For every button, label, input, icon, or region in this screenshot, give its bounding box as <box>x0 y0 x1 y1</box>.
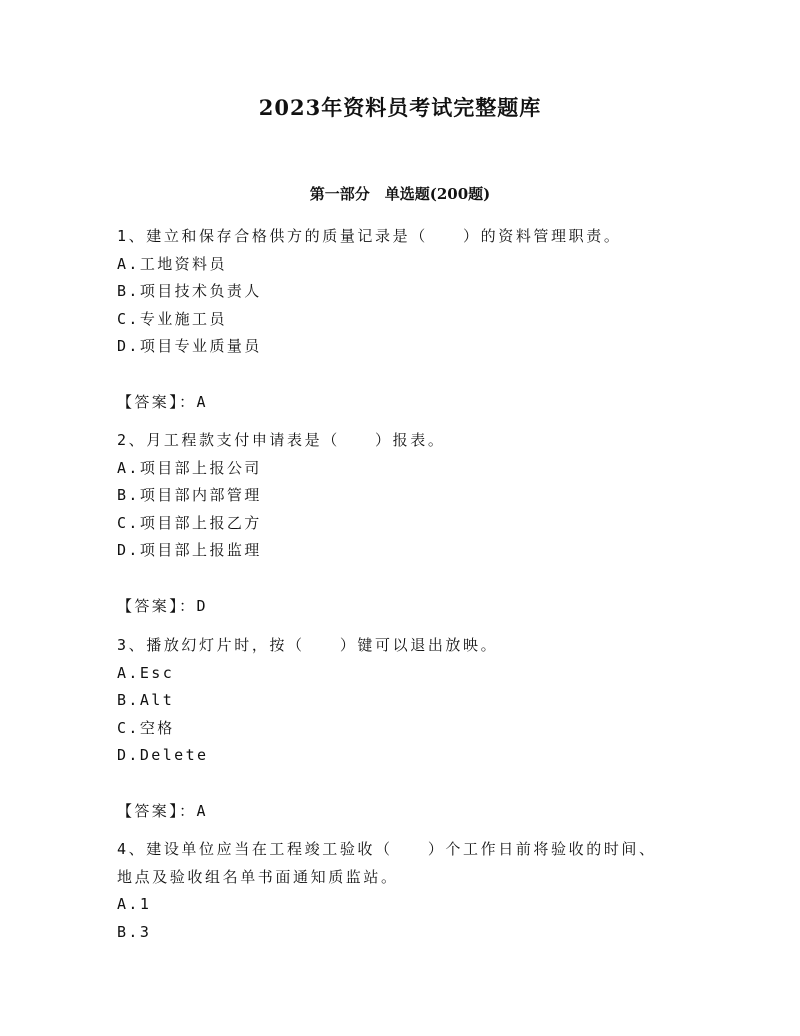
question-stem: 1、建立和保存合格供方的质量记录是（ ）的资料管理职责。 <box>117 227 622 245</box>
page-title: 2023年资料员考试完整题库 <box>258 95 542 120</box>
option-b: B.Alt <box>117 691 175 709</box>
question-stem-continued: 地点及验收组名单书面通知质监站。 <box>117 867 399 886</box>
option-c: C.项目部上报乙方 <box>117 513 262 532</box>
question-stem: 3、播放幻灯片时，按（ ）键可以退出放映。 <box>117 636 499 654</box>
section-title: 第一部分 单选题(200题) <box>309 185 491 203</box>
answer-label: 【答案】：A <box>117 801 208 820</box>
answer-label: 【答案】：D <box>117 596 208 615</box>
answer-label: 【答案】：A <box>117 392 208 411</box>
option-c: C.专业施工员 <box>117 309 227 328</box>
option-a: A.项目部上报公司 <box>117 458 262 477</box>
option-d: D.项目部上报监理 <box>117 541 262 559</box>
question-stem: 2、月工程款支付申请表是（ ）报表。 <box>117 431 446 449</box>
option-a: A.Esc <box>117 663 175 682</box>
question-2 <box>117 427 697 620</box>
option-b: B.项目部内部管理 <box>117 486 262 504</box>
question-stem: 4、建设单位应当在工程竣工验收（ ）个工作日前将验收的时间、 <box>117 840 657 858</box>
option-d: D.项目专业质量员 <box>117 337 262 355</box>
option-c: C.空格 <box>117 718 175 737</box>
option-a: A.1 <box>117 895 152 913</box>
option-b: B.3 <box>117 922 152 941</box>
option-b: B.项目技术负责人 <box>117 282 262 300</box>
question-1 <box>117 223 697 416</box>
option-a: A.工地资料员 <box>117 254 227 273</box>
question-3 <box>117 632 697 825</box>
question-4 <box>117 836 697 946</box>
option-d: D.Delete <box>117 746 209 764</box>
